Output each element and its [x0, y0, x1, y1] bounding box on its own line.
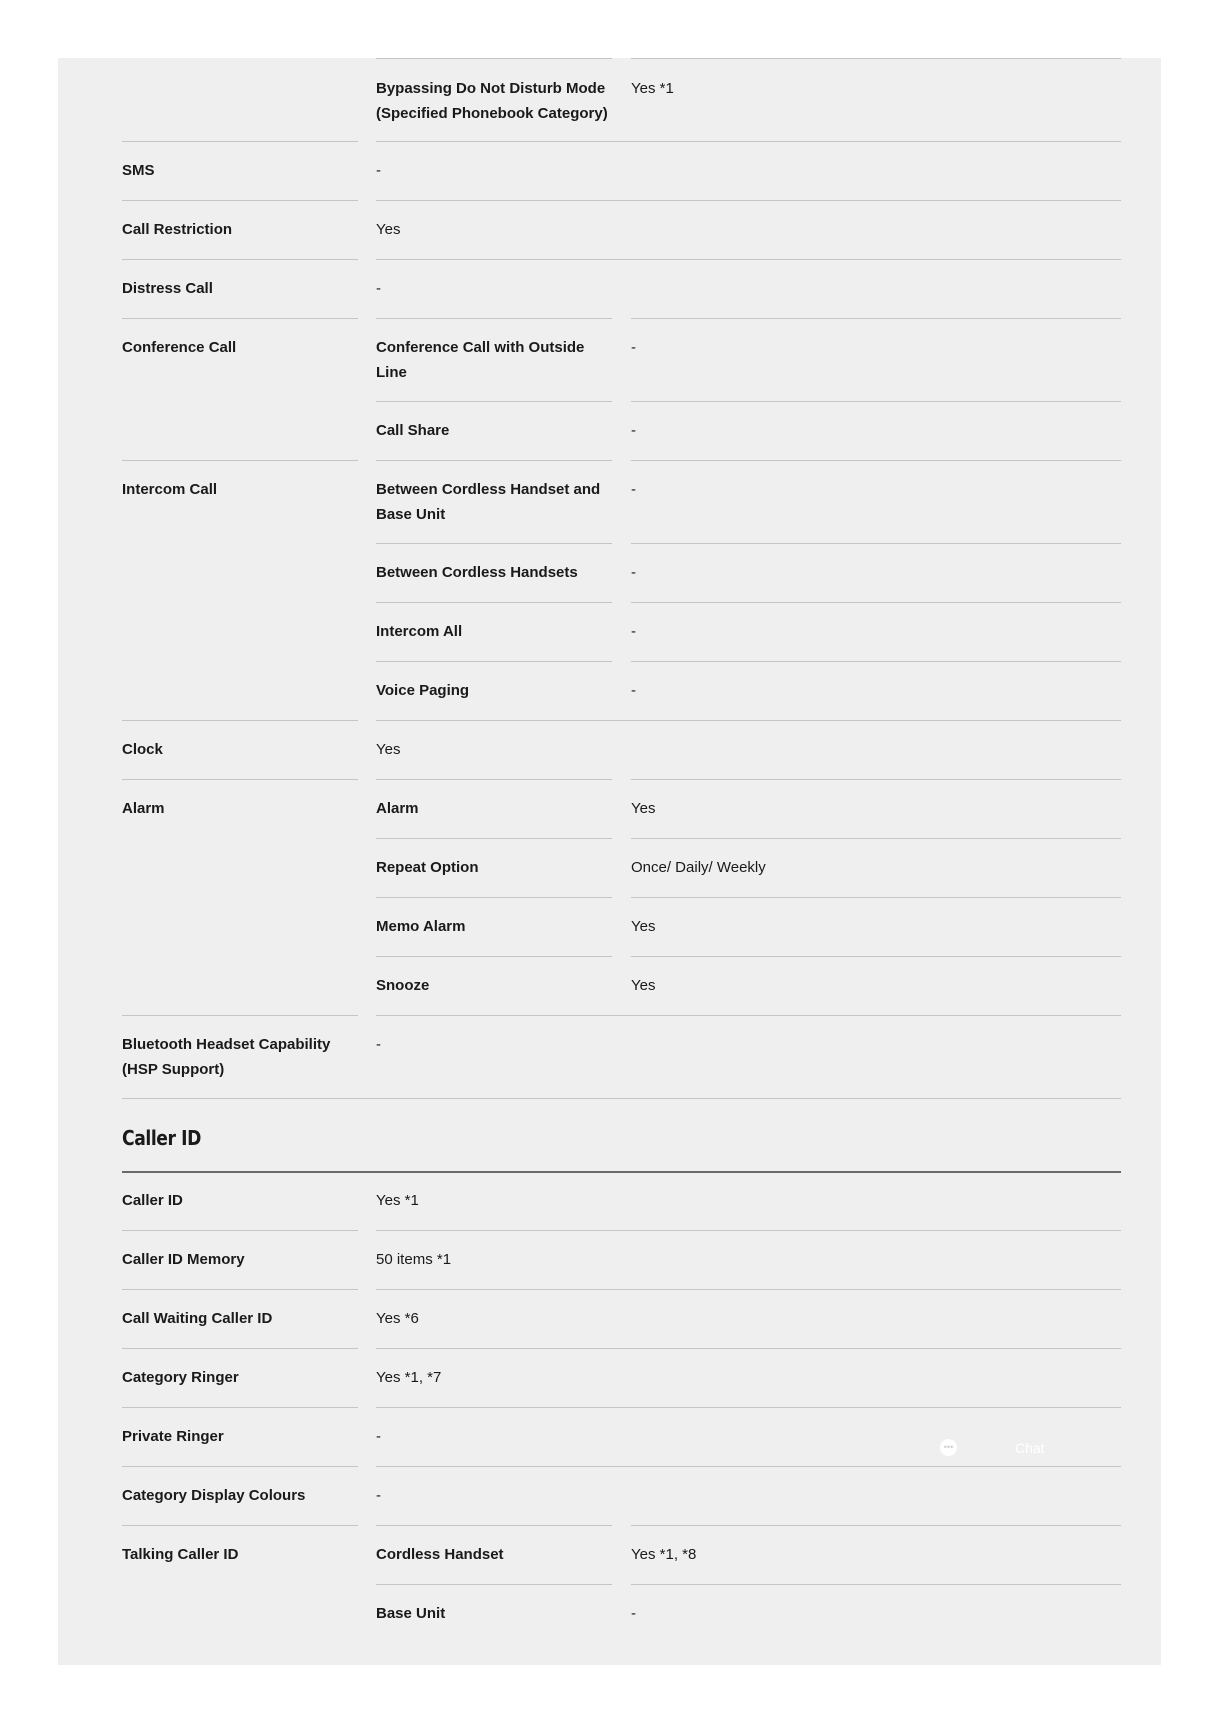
divider [376, 661, 612, 662]
divider [631, 543, 1121, 544]
spec-value: - [631, 339, 636, 356]
divider [376, 1466, 1121, 1467]
divider [376, 543, 612, 544]
spec-feature: Base Unit [376, 1605, 446, 1622]
divider [122, 200, 358, 201]
divider [631, 897, 1121, 898]
spec-value: - [376, 1487, 381, 1504]
spec-feature: Alarm [376, 800, 419, 817]
divider [631, 838, 1121, 839]
divider [376, 1015, 1121, 1016]
spec-feature: Repeat Option [376, 859, 479, 876]
spec-label: Conference Call [122, 339, 237, 356]
spec-label: Category Ringer [122, 1369, 239, 1386]
divider [122, 1348, 358, 1349]
divider [376, 1407, 1121, 1408]
spec-feature: Between Cordless Handset and Base Unit [376, 481, 601, 523]
section-title: Caller ID [122, 1126, 201, 1150]
spec-value: Once/ Daily/ Weekly [631, 859, 766, 876]
spec-value: Yes *1, *7 [376, 1369, 442, 1386]
chat-label: Chat [1015, 1439, 1045, 1456]
divider [376, 720, 1121, 721]
spec-label: Intercom Call [122, 481, 218, 498]
divider [122, 779, 358, 780]
spec-label: Category Display Colours [122, 1487, 306, 1504]
chat-bubble-icon: ••• [940, 1439, 957, 1456]
divider [122, 1289, 358, 1290]
divider [376, 401, 612, 402]
divider [631, 1584, 1121, 1585]
divider [122, 460, 358, 461]
divider [631, 956, 1121, 957]
divider [122, 720, 358, 721]
spec-label: Caller ID [122, 1192, 183, 1209]
spec-feature: Between Cordless Handsets [376, 564, 578, 581]
divider [122, 141, 358, 142]
spec-value: Yes [631, 918, 656, 935]
spec-value: 50 items *1 [376, 1251, 452, 1268]
divider [122, 1230, 358, 1231]
spec-label: Bluetooth Headset Capability (HSP Support) [122, 1036, 331, 1078]
spec-feature: Memo Alarm [376, 918, 466, 935]
spec-value: - [631, 481, 636, 498]
divider [376, 318, 612, 319]
divider [376, 779, 612, 780]
section-divider [122, 1171, 1121, 1173]
divider [122, 1098, 1121, 1099]
spec-panel [58, 58, 1161, 1665]
spec-value: - [631, 564, 636, 581]
divider [631, 401, 1121, 402]
chat-button[interactable] [940, 1439, 1045, 1456]
spec-label: Clock [122, 741, 163, 758]
spec-label: Call Waiting Caller ID [122, 1310, 273, 1327]
spec-value: - [631, 422, 636, 439]
divider [376, 1348, 1121, 1349]
spec-label: Alarm [122, 800, 165, 817]
spec-value: Yes [631, 977, 656, 994]
spec-value: Yes [631, 800, 656, 817]
spec-value: - [631, 682, 636, 699]
spec-value: Yes *1 [631, 80, 674, 97]
divider [376, 259, 1121, 260]
divider [122, 259, 358, 260]
spec-value: - [376, 1428, 381, 1445]
divider [376, 1525, 612, 1526]
spec-feature: Voice Paging [376, 682, 470, 699]
spec-feature: Cordless Handset [376, 1546, 504, 1563]
spec-feature: Snooze [376, 977, 430, 994]
divider [631, 602, 1121, 603]
divider [631, 460, 1121, 461]
divider [631, 779, 1121, 780]
spec-label: Caller ID Memory [122, 1251, 245, 1268]
divider [631, 58, 1121, 59]
spec-label: Distress Call [122, 280, 213, 297]
divider [376, 1584, 612, 1585]
spec-value: Yes *1 [376, 1192, 419, 1209]
divider [631, 1525, 1121, 1526]
spec-feature: Intercom All [376, 623, 463, 640]
spec-value: Yes [376, 741, 401, 758]
divider [376, 1230, 1121, 1231]
spec-label: Talking Caller ID [122, 1546, 239, 1563]
divider [122, 1525, 358, 1526]
divider [631, 318, 1121, 319]
divider [122, 1466, 358, 1467]
spec-value: - [631, 1605, 636, 1622]
spec-value: Yes *6 [376, 1310, 419, 1327]
divider [376, 956, 612, 957]
divider [376, 838, 612, 839]
spec-value: Yes [376, 221, 401, 238]
spec-label: SMS [122, 162, 155, 179]
spec-value: - [376, 1036, 381, 1053]
divider [122, 1015, 358, 1016]
divider [376, 200, 1121, 201]
divider [376, 58, 612, 59]
spec-value: Yes *1, *8 [631, 1546, 697, 1563]
spec-value: - [376, 280, 381, 297]
divider [122, 318, 358, 319]
divider [376, 460, 612, 461]
divider [376, 602, 612, 603]
spec-label: Call Restriction [122, 221, 233, 238]
spec-label: Private Ringer [122, 1428, 224, 1445]
spec-feature: Call Share [376, 422, 450, 439]
spec-feature: Conference Call with Outside Line [376, 339, 585, 381]
divider [122, 1407, 358, 1408]
spec-value: - [376, 162, 381, 179]
divider [376, 1289, 1121, 1290]
divider [631, 661, 1121, 662]
divider [376, 897, 612, 898]
spec-value: - [631, 623, 636, 640]
divider [376, 141, 1121, 142]
spec-feature: Bypassing Do Not Disturb Mode (Specified Phonebook Category) [376, 80, 608, 122]
